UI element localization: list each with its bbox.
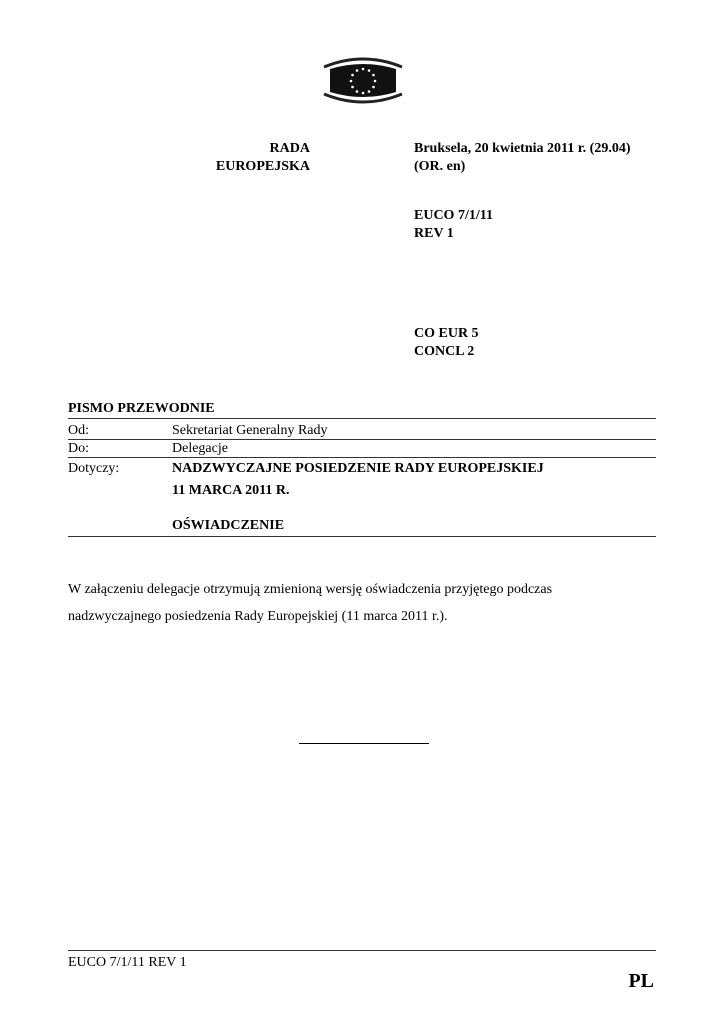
language-code: PL: [628, 970, 654, 992]
subject-line-2: 11 MARCA 2011 R.: [172, 483, 290, 498]
revision: REV 1: [414, 226, 454, 241]
issuer-line-1: RADA: [269, 141, 310, 156]
divider: [68, 536, 656, 537]
divider: [68, 439, 656, 440]
original-language: (OR. en): [414, 159, 466, 174]
issuer-name: [216, 140, 310, 176]
document-number: EUCO 7/1/11: [414, 208, 493, 223]
code-2: CONCL 2: [414, 344, 475, 359]
to-value: Delegacje: [172, 441, 228, 456]
issuer-line-2: EUROPEJSKA: [215, 159, 310, 174]
document-type: PISMO PRZEWODNIE: [68, 401, 215, 416]
subject-line-1: NADZWYCZAJNE POSIEDZENIE RADY EUROPEJSKIEJ: [172, 461, 544, 476]
from-value: Sekretariat Generalny Rady: [172, 423, 328, 438]
to-label: Do:: [68, 441, 89, 456]
european-council-emblem-icon: [320, 57, 406, 104]
from-label: Od:: [68, 423, 89, 438]
classification-codes: [414, 325, 479, 361]
subject-label: Dotyczy:: [68, 461, 120, 476]
footer-divider: [68, 950, 656, 951]
date-line: Bruksela, 20 kwietnia 2011 r. (29.04): [414, 141, 631, 156]
end-separator: [299, 743, 429, 744]
divider: [68, 457, 656, 458]
footer-reference: EUCO 7/1/11 REV 1: [68, 955, 187, 970]
document-number-block: [414, 207, 493, 243]
body-paragraph: [68, 576, 658, 630]
code-1: CO EUR 5: [414, 326, 479, 341]
divider: [68, 418, 656, 419]
subject-line-3: OŚWIADCZENIE: [172, 518, 285, 533]
date-block: [414, 140, 631, 176]
body-line-1: W załączeniu delegacje otrzymują zmienioną wersję oświadczenia przyjętego podczas: [68, 582, 553, 597]
body-line-2: nadzwyczajnego posiedzenia Rady Europejskiej (11 marca 2011 r.).: [68, 609, 448, 624]
